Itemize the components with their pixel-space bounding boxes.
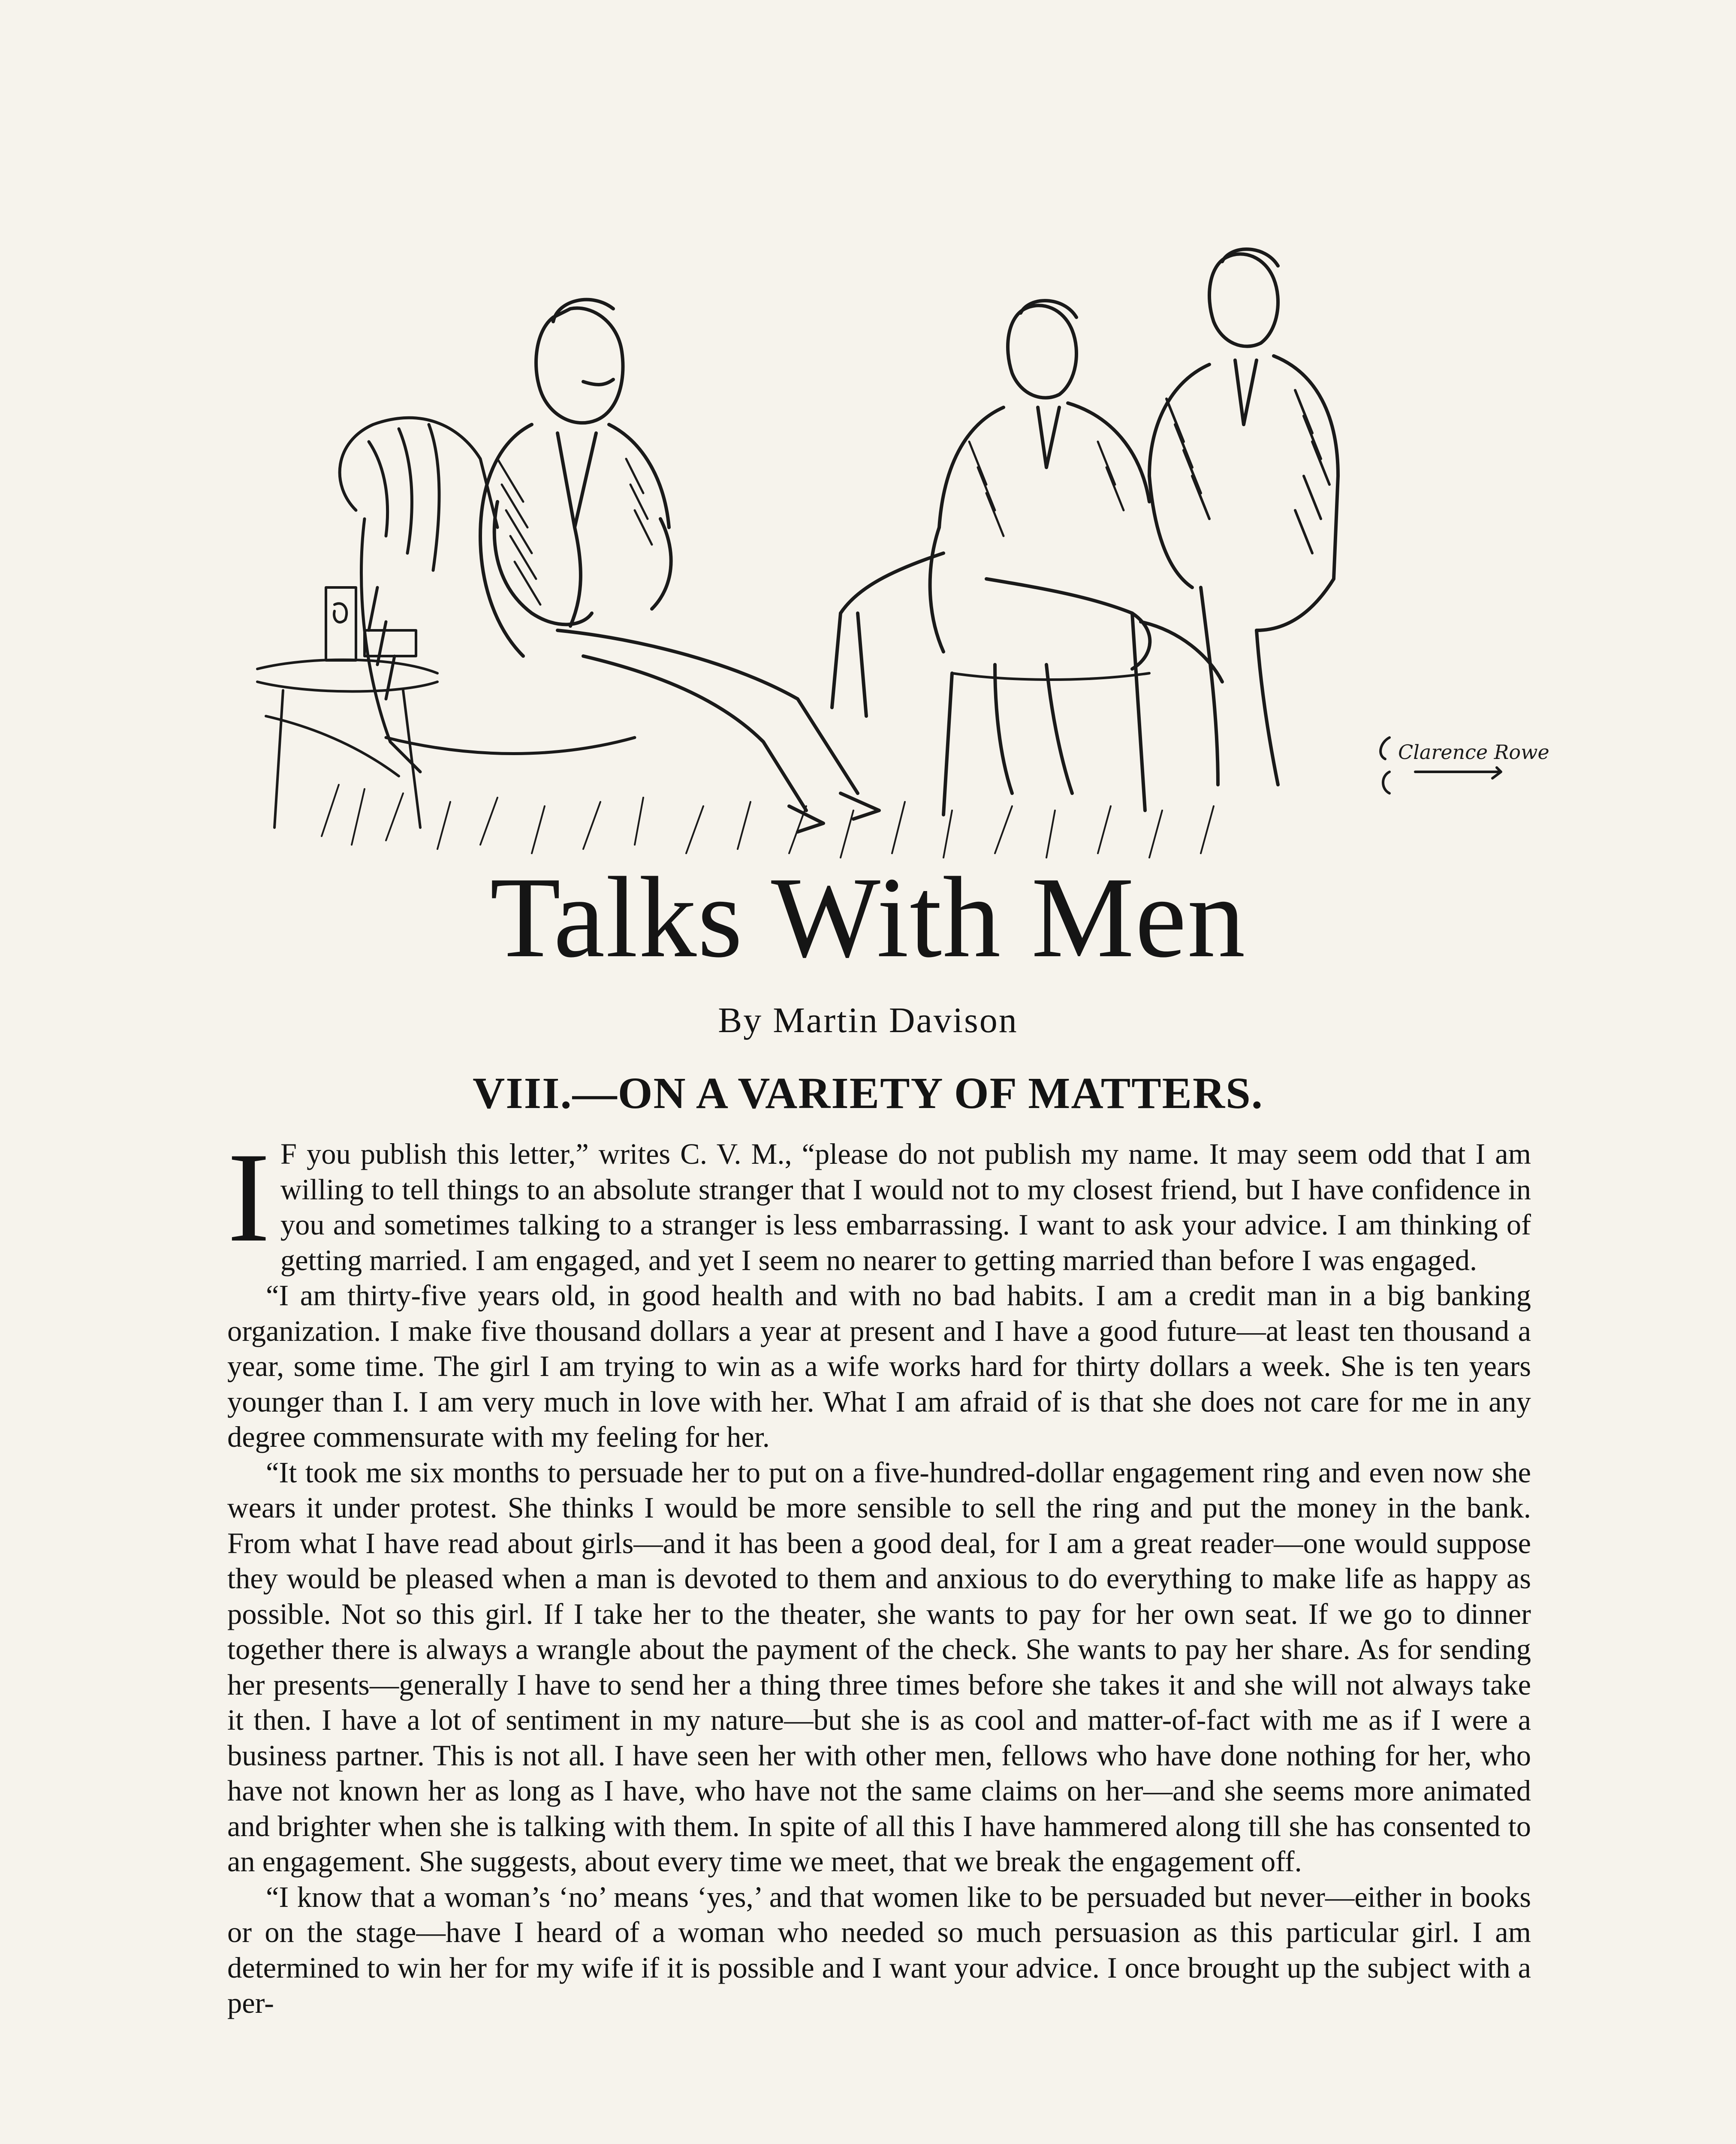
illustration-three-men-conversing [257, 202, 1549, 870]
pen-drawing [257, 202, 1549, 870]
paragraph-2: “I am thirty-five years old, in good health and with no bad habits. I am a credit man in a big banking organization. I make five thousand dollars a year at present and I have a good future—at least ten thousand a year, some time. The girl I am trying to win as a wife works hard for thirty dollars a week. She is ten years younger than I. I am very much in love with her. What I am afraid of is that she does not care for me in any degree commensurate with my feeling for her. [227, 1279, 1531, 1453]
young-man-seated [832, 301, 1222, 815]
section-heading: VIII.—ON A VARIETY OF MATTERS. [473, 1069, 1263, 1118]
article-body [227, 1126, 1531, 2021]
paragraph-1 [227, 1126, 1531, 1278]
floor-hatching [322, 785, 1214, 858]
byline: By Martin Davison [718, 1000, 1018, 1040]
signature-text: Clarence Rowe [1398, 741, 1549, 764]
man-standing [1149, 249, 1338, 785]
paragraph-1-text: F you publish this letter,” writes C. V. M., “please do not publish my name. It may seem odd that I am willing to tell things to an absolute stranger that I would not to my closest friend, but I have confidence in you and sometimes talking to a stranger is less embarrassing. I want to ask your advice. I am thinking of getting married. I am engaged, and yet I seem no nearer to getting married than before I was engaged. [280, 1138, 1531, 1277]
side-table [257, 587, 437, 828]
drop-cap: I [227, 1126, 270, 1268]
paragraph-4: “I know that a woman’s ‘no’ means ‘yes,’ and that women like to be persuaded but never—either in books or on the stage—have I heard of a woman who needed so much persuasion as this particular girl. I am determined to win her for my wife if it is possible and I want your advice. I once brought up the subject with a per- [227, 1880, 1531, 2019]
article-title: Talks With Men [490, 853, 1246, 982]
paragraph-3: “It took me six months to persuade her to put on a five-hundred-dollar engagement ring and even now she wears it under protest. She thinks I would be more sensible to sell the ring and put the money in the bank. From what I have read about girls—and it has been a good deal, for I am a great reader—one would suppose they would be pleased when a man is devoted to them and anxious to do everything to make life as happy as possible. Not so this girl. If I take her to the theater, she wants to pay for her own seat. If we go to dinner together there is always a wrangle about the payment of the check. She wants to pay her share. As for sending her presents—generally I have to send her a thing three times before she takes it and she will not always take it then. I have a lot of sentiment in my nature—but she is as cool and matter-of-fact with me as if I were a business partner. This is not all. I have seen her with other men, fellows who have done nothing for her, who have not known her as long as I have, who have not the same claims on her—and she seems more animated and brighter when she is talking with them. In spite of all this I have hammered along till she has consented to an engagement. She suggests, about every time we meet, that we break the engagement off. [227, 1456, 1531, 1878]
